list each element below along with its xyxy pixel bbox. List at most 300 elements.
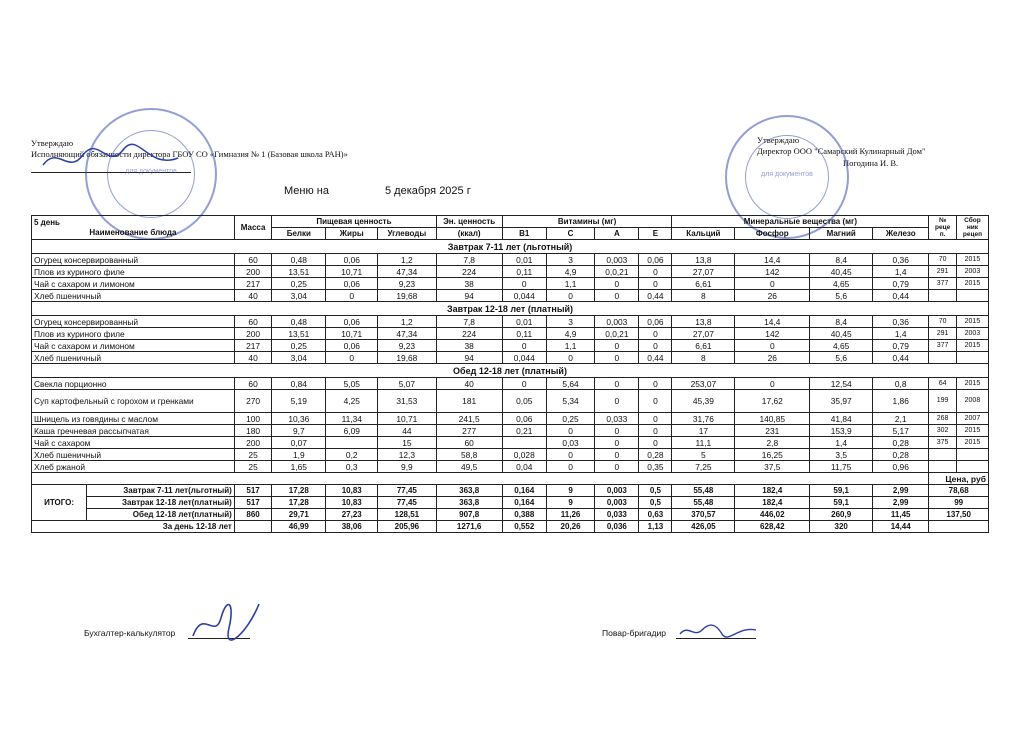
table-cell: 0,48 <box>272 254 326 266</box>
total-cell: 0,5 <box>639 485 672 497</box>
dish-name: Огурец консервированный <box>32 254 235 266</box>
table-cell: 0 <box>639 437 672 449</box>
table-row <box>32 461 989 473</box>
table-cell: 16,25 <box>735 449 810 461</box>
table-cell: 0 <box>546 352 595 364</box>
table-cell: 8 <box>672 352 735 364</box>
table-cell: 2015 <box>956 278 988 290</box>
table-cell: 47,34 <box>378 266 436 278</box>
dish-name: Хлеб пшеничный <box>32 449 235 461</box>
table-cell: 2015 <box>956 425 988 437</box>
table-cell: 1,4 <box>873 328 929 340</box>
table-cell: 5,17 <box>873 425 929 437</box>
table-cell: 0,06 <box>502 413 546 425</box>
day-total-cell: 628,42 <box>735 521 810 533</box>
table-cell: 11,75 <box>810 461 873 473</box>
table-cell: 0,84 <box>272 378 326 390</box>
table-cell: 0,06 <box>326 278 378 290</box>
total-cell: 59,1 <box>810 485 873 497</box>
col-energy-unit: (ккал) <box>436 228 502 240</box>
table-cell: 27,07 <box>672 266 735 278</box>
table-cell: 1,2 <box>378 316 436 328</box>
table-cell: 10,71 <box>326 266 378 278</box>
table-cell: 1,4 <box>873 266 929 278</box>
table-cell: 27,07 <box>672 328 735 340</box>
dish-name: Огурец консервированный <box>32 316 235 328</box>
total-cell: 9 <box>546 485 595 497</box>
total-cell: 517 <box>234 497 271 509</box>
totals-label: ИТОГО: <box>32 485 87 521</box>
table-cell: 49,5 <box>436 461 502 473</box>
table-cell: 0,8 <box>873 378 929 390</box>
table-cell: 277 <box>436 425 502 437</box>
table-cell: 291 <box>929 328 957 340</box>
col-iron: Железо <box>873 228 929 240</box>
total-cell: 77,45 <box>378 497 436 509</box>
col-collection: Сбор ник рецеп <box>956 216 988 240</box>
table-cell: 4,65 <box>810 278 873 290</box>
table-cell: 253,07 <box>672 378 735 390</box>
table-cell: 0,2 <box>326 449 378 461</box>
table-cell: 60 <box>234 254 271 266</box>
total-cell: 0,033 <box>595 509 639 521</box>
table-cell: 0 <box>502 378 546 390</box>
table-cell: 44 <box>378 425 436 437</box>
total-cell: 363,8 <box>436 497 502 509</box>
table-cell: 1,86 <box>873 390 929 413</box>
table-cell: 64 <box>929 378 957 390</box>
total-cell: 10,83 <box>326 485 378 497</box>
table-cell: 268 <box>929 413 957 425</box>
table-cell: 0,044 <box>502 290 546 302</box>
table-cell: 0,06 <box>639 316 672 328</box>
table-cell: 0,06 <box>326 316 378 328</box>
table-cell: 377 <box>929 278 957 290</box>
table-cell <box>956 290 988 302</box>
table-cell: 0 <box>639 278 672 290</box>
table-cell: 142 <box>735 328 810 340</box>
table-cell: 60 <box>234 378 271 390</box>
table-cell <box>956 352 988 364</box>
price-header: Цена, руб <box>929 473 989 485</box>
total-cell: 370,57 <box>672 509 735 521</box>
table-cell: 94 <box>436 352 502 364</box>
table-cell: 2015 <box>956 316 988 328</box>
total-cell: 0,164 <box>502 485 546 497</box>
table-cell: 0,033 <box>595 413 639 425</box>
table-cell: 270 <box>234 390 271 413</box>
table-cell: 4,25 <box>326 390 378 413</box>
table-cell: 6,61 <box>672 340 735 352</box>
table-cell: 0 <box>595 290 639 302</box>
table-cell: 26 <box>735 290 810 302</box>
table-cell <box>956 461 988 473</box>
table-cell: 1,1 <box>546 340 595 352</box>
total-cell: 59,1 <box>810 497 873 509</box>
table-cell: 9,23 <box>378 340 436 352</box>
table-row <box>32 266 989 278</box>
table-cell: 0 <box>639 328 672 340</box>
total-cell: 137,50 <box>929 509 989 521</box>
table-row <box>32 290 989 302</box>
table-cell: 6,61 <box>672 278 735 290</box>
table-cell: 0 <box>595 449 639 461</box>
day-total-cell <box>929 521 989 533</box>
accountant-signature <box>185 598 265 646</box>
table-cell: 0 <box>502 340 546 352</box>
table-cell: 4,9 <box>546 266 595 278</box>
total-cell: 0,164 <box>502 497 546 509</box>
table-cell: 302 <box>929 425 957 437</box>
section-title: Завтрак 7-11 лет (льготный) <box>32 240 989 254</box>
table-cell: 13,51 <box>272 328 326 340</box>
table-cell <box>929 290 957 302</box>
table-cell: 8 <box>672 290 735 302</box>
left-signature <box>38 140 188 180</box>
table-cell: 2,8 <box>735 437 810 449</box>
col-mass: Масса <box>234 216 271 240</box>
total-cell: 128,51 <box>378 509 436 521</box>
chef-label: Повар-бригадир <box>602 628 666 638</box>
table-cell: 0,028 <box>502 449 546 461</box>
table-cell: 0 <box>326 352 378 364</box>
table-cell: 0,05 <box>502 390 546 413</box>
total-cell: 55,48 <box>672 485 735 497</box>
table-cell: 0,0,21 <box>595 266 639 278</box>
table-cell: 200 <box>234 328 271 340</box>
table-cell: 0,06 <box>326 340 378 352</box>
table-cell: 5 <box>672 449 735 461</box>
table-row <box>32 352 989 364</box>
table-cell: 40 <box>234 290 271 302</box>
day-total-cell: 38,06 <box>326 521 378 533</box>
table-cell: 17,62 <box>735 390 810 413</box>
table-row <box>32 278 989 290</box>
table-cell: 0 <box>546 425 595 437</box>
table-cell: 5,6 <box>810 352 873 364</box>
table-cell: 8,4 <box>810 254 873 266</box>
table-cell: 181 <box>436 390 502 413</box>
table-cell: 31,53 <box>378 390 436 413</box>
dish-name: Чай с сахаром <box>32 437 235 449</box>
table-cell: 4,65 <box>810 340 873 352</box>
table-cell: 0 <box>502 278 546 290</box>
table-cell: 11,1 <box>672 437 735 449</box>
total-cell: 17,28 <box>272 485 326 497</box>
table-cell: 0 <box>326 290 378 302</box>
total-cell: 99 <box>929 497 989 509</box>
table-cell: 0,96 <box>873 461 929 473</box>
table-cell: 0 <box>639 390 672 413</box>
accountant-label: Бухгалтер-калькулятор <box>84 628 176 638</box>
table-row <box>32 378 989 390</box>
table-cell: 10,71 <box>326 328 378 340</box>
table-cell: 217 <box>234 278 271 290</box>
day-total-cell: 320 <box>810 521 873 533</box>
table-cell: 17 <box>672 425 735 437</box>
table-cell: 2015 <box>956 340 988 352</box>
table-cell: 0 <box>639 425 672 437</box>
table-cell: 38 <box>436 340 502 352</box>
table-cell: 0 <box>546 449 595 461</box>
table-cell: 0,28 <box>873 449 929 461</box>
table-row <box>32 328 989 340</box>
table-cell: 0,06 <box>639 254 672 266</box>
table-cell: 0 <box>546 290 595 302</box>
table-cell: 2003 <box>956 328 988 340</box>
col-food-value: Пищевая ценность <box>272 216 436 228</box>
day-total-row <box>32 521 989 533</box>
table-cell: 2015 <box>956 437 988 449</box>
table-cell: 0 <box>639 266 672 278</box>
table-cell: 0,25 <box>546 413 595 425</box>
dish-name: Хлеб пшеничный <box>32 290 235 302</box>
table-cell: 60 <box>436 437 502 449</box>
day-total-cell: 205,96 <box>378 521 436 533</box>
table-cell: 200 <box>234 437 271 449</box>
table-cell: 241,5 <box>436 413 502 425</box>
table-cell: 38 <box>436 278 502 290</box>
total-cell: 27,23 <box>326 509 378 521</box>
table-cell: 10,36 <box>272 413 326 425</box>
total-cell: 182,4 <box>735 485 810 497</box>
table-cell: 14,4 <box>735 316 810 328</box>
company-seal: для документов <box>725 115 849 239</box>
table-cell: 0,21 <box>502 425 546 437</box>
total-cell: 55,48 <box>672 497 735 509</box>
table-cell: 0 <box>639 378 672 390</box>
table-cell: 0,3 <box>326 461 378 473</box>
table-cell: 3 <box>546 316 595 328</box>
section-header <box>32 240 989 254</box>
col-proteins: Белки <box>272 228 326 240</box>
table-cell: 0,003 <box>595 254 639 266</box>
table-cell: 377 <box>929 340 957 352</box>
table-cell: 0 <box>546 461 595 473</box>
dish-name: Чай с сахаром и лимоном <box>32 278 235 290</box>
table-cell: 1,4 <box>810 437 873 449</box>
table-row <box>32 340 989 352</box>
table-cell: 2015 <box>956 254 988 266</box>
dish-name: Шницель из говядины с маслом <box>32 413 235 425</box>
table-cell: 5,05 <box>326 378 378 390</box>
table-cell: 3,5 <box>810 449 873 461</box>
table-cell: 40,45 <box>810 266 873 278</box>
table-cell: 2,1 <box>873 413 929 425</box>
dish-name: Чай с сахаром и лимоном <box>32 340 235 352</box>
table-cell: 0 <box>639 340 672 352</box>
table-cell: 70 <box>929 316 957 328</box>
table-cell: 0,25 <box>272 340 326 352</box>
col-name: 5 день Наименование блюда <box>32 216 235 240</box>
table-cell: 8,4 <box>810 316 873 328</box>
chef-signature <box>676 620 760 642</box>
dish-name: Хлеб пшеничный <box>32 352 235 364</box>
table-cell: 9,7 <box>272 425 326 437</box>
day-total-cell: 0,552 <box>502 521 546 533</box>
table-cell: 4,9 <box>546 328 595 340</box>
total-cell: 77,45 <box>378 485 436 497</box>
table-cell: 15 <box>378 437 436 449</box>
total-cell: 0,63 <box>639 509 672 521</box>
table-cell: 5,19 <box>272 390 326 413</box>
table-row <box>32 449 989 461</box>
table-cell: 3 <box>546 254 595 266</box>
table-cell: 199 <box>929 390 957 413</box>
table-cell: 14,4 <box>735 254 810 266</box>
total-cell: 860 <box>234 509 271 521</box>
table-cell: 0,003 <box>595 316 639 328</box>
table-cell: 0,44 <box>873 290 929 302</box>
day-total-label: За день 12-18 лет <box>32 521 235 533</box>
table-cell: 9,23 <box>378 278 436 290</box>
dish-name: Свекла порционно <box>32 378 235 390</box>
total-row <box>32 485 989 497</box>
table-cell: 0 <box>595 437 639 449</box>
total-label: Завтрак 12-18 лет(платный) <box>87 497 235 509</box>
table-cell: 0 <box>595 390 639 413</box>
table-cell: 0 <box>595 278 639 290</box>
table-cell: 217 <box>234 340 271 352</box>
table-cell: 1,9 <box>272 449 326 461</box>
total-cell: 907,8 <box>436 509 502 521</box>
table-cell: 224 <box>436 266 502 278</box>
col-calcium: Кальций <box>672 228 735 240</box>
school-seal: для документов <box>85 108 217 240</box>
menu-table <box>31 215 989 533</box>
left-approve: Утверждаю <box>31 138 74 148</box>
table-cell: 2015 <box>956 378 988 390</box>
table-cell: 13,8 <box>672 316 735 328</box>
table-row <box>32 413 989 425</box>
table-cell: 25 <box>234 449 271 461</box>
table-cell: 142 <box>735 266 810 278</box>
table-cell: 1,1 <box>546 278 595 290</box>
table-cell: 0,07 <box>272 437 326 449</box>
table-cell: 25 <box>234 461 271 473</box>
table-cell: 13,8 <box>672 254 735 266</box>
table-cell: 291 <box>929 266 957 278</box>
table-cell <box>929 449 957 461</box>
table-cell: 3,04 <box>272 290 326 302</box>
table-cell: 0,79 <box>873 340 929 352</box>
right-approver-name: Погодина И. В. <box>843 158 899 168</box>
table-cell: 2007 <box>956 413 988 425</box>
total-cell: 9 <box>546 497 595 509</box>
table-cell <box>326 437 378 449</box>
table-cell: 19,68 <box>378 352 436 364</box>
price-spacer <box>32 473 929 485</box>
table-cell: 12,3 <box>378 449 436 461</box>
table-cell: 5,34 <box>546 390 595 413</box>
table-cell: 94 <box>436 290 502 302</box>
table-cell: 0,01 <box>502 316 546 328</box>
total-cell: 0,003 <box>595 497 639 509</box>
price-header-row <box>32 473 989 485</box>
table-cell: 31,76 <box>672 413 735 425</box>
table-cell: 11,34 <box>326 413 378 425</box>
table-cell: 2008 <box>956 390 988 413</box>
total-cell: 11,26 <box>546 509 595 521</box>
dish-name: Каша гречневая рассыпчатая <box>32 425 235 437</box>
day-total-cell: 1271,6 <box>436 521 502 533</box>
table-cell: 45,39 <box>672 390 735 413</box>
table-cell: 0 <box>595 378 639 390</box>
col-energy: Эн. ценность <box>436 216 502 228</box>
left-approver-position: Исполняющий обязанности директора ГБОУ СО «Гимназия № 1 (Базовая школа РАН)» <box>31 149 348 159</box>
col-phosphorus: Фосфор <box>735 228 810 240</box>
table-cell: 0,03 <box>546 437 595 449</box>
table-cell: 180 <box>234 425 271 437</box>
total-cell: 0,5 <box>639 497 672 509</box>
table-cell: 0,28 <box>873 437 929 449</box>
right-approver-position: Директор ООО "Самарский Кулинарный Дом" <box>757 146 926 156</box>
table-cell: 0,36 <box>873 316 929 328</box>
table-cell: 0 <box>595 461 639 473</box>
table-cell: 40,45 <box>810 328 873 340</box>
total-cell: 11,45 <box>873 509 929 521</box>
table-cell: 60 <box>234 316 271 328</box>
total-cell: 17,28 <box>272 497 326 509</box>
table-cell: 41,84 <box>810 413 873 425</box>
table-cell: 3,04 <box>272 352 326 364</box>
col-fats: Жиры <box>326 228 378 240</box>
table-cell: 100 <box>234 413 271 425</box>
table-cell: 0 <box>735 340 810 352</box>
table-cell: 40 <box>436 378 502 390</box>
total-cell: 78,68 <box>929 485 989 497</box>
table-cell: 5,07 <box>378 378 436 390</box>
table-cell: 224 <box>436 328 502 340</box>
table-cell <box>929 352 957 364</box>
table-cell: 5,64 <box>546 378 595 390</box>
menu-date: 5 декабря 2025 г <box>385 185 471 197</box>
table-cell: 0,36 <box>873 254 929 266</box>
table-row <box>32 316 989 328</box>
section-header <box>32 302 989 316</box>
right-approve: Утверждаю <box>757 135 800 145</box>
table-cell: 2003 <box>956 266 988 278</box>
total-cell: 0,003 <box>595 485 639 497</box>
day-total-cell: 426,05 <box>672 521 735 533</box>
table-cell: 0,44 <box>873 352 929 364</box>
section-title: Завтрак 12-18 лет (платный) <box>32 302 989 316</box>
total-label: Обед 12-18 лет(платный) <box>87 509 235 521</box>
col-minerals: Минеральные вещества (мг) <box>672 216 929 228</box>
table-cell: 9,9 <box>378 461 436 473</box>
table-cell: 0,06 <box>326 254 378 266</box>
table-cell: 5,6 <box>810 290 873 302</box>
col-vitamins: Витамины (мг) <box>502 216 672 228</box>
table-cell: 0,11 <box>502 266 546 278</box>
day-total-cell: 1,13 <box>639 521 672 533</box>
table-cell: 0,044 <box>502 352 546 364</box>
table-cell: 0,11 <box>502 328 546 340</box>
table-cell: 0 <box>595 425 639 437</box>
total-cell: 260,9 <box>810 509 873 521</box>
section-header <box>32 364 989 378</box>
col-c: С <box>546 228 595 240</box>
table-cell: 26 <box>735 352 810 364</box>
section-title: Обед 12-18 лет (платный) <box>32 364 989 378</box>
table-row <box>32 437 989 449</box>
col-b1: В1 <box>502 228 546 240</box>
total-cell: 446,02 <box>735 509 810 521</box>
table-cell: 12,54 <box>810 378 873 390</box>
day-total-cell: 20,26 <box>546 521 595 533</box>
table-cell: 0,35 <box>639 461 672 473</box>
col-carbs: Углеводы <box>378 228 436 240</box>
